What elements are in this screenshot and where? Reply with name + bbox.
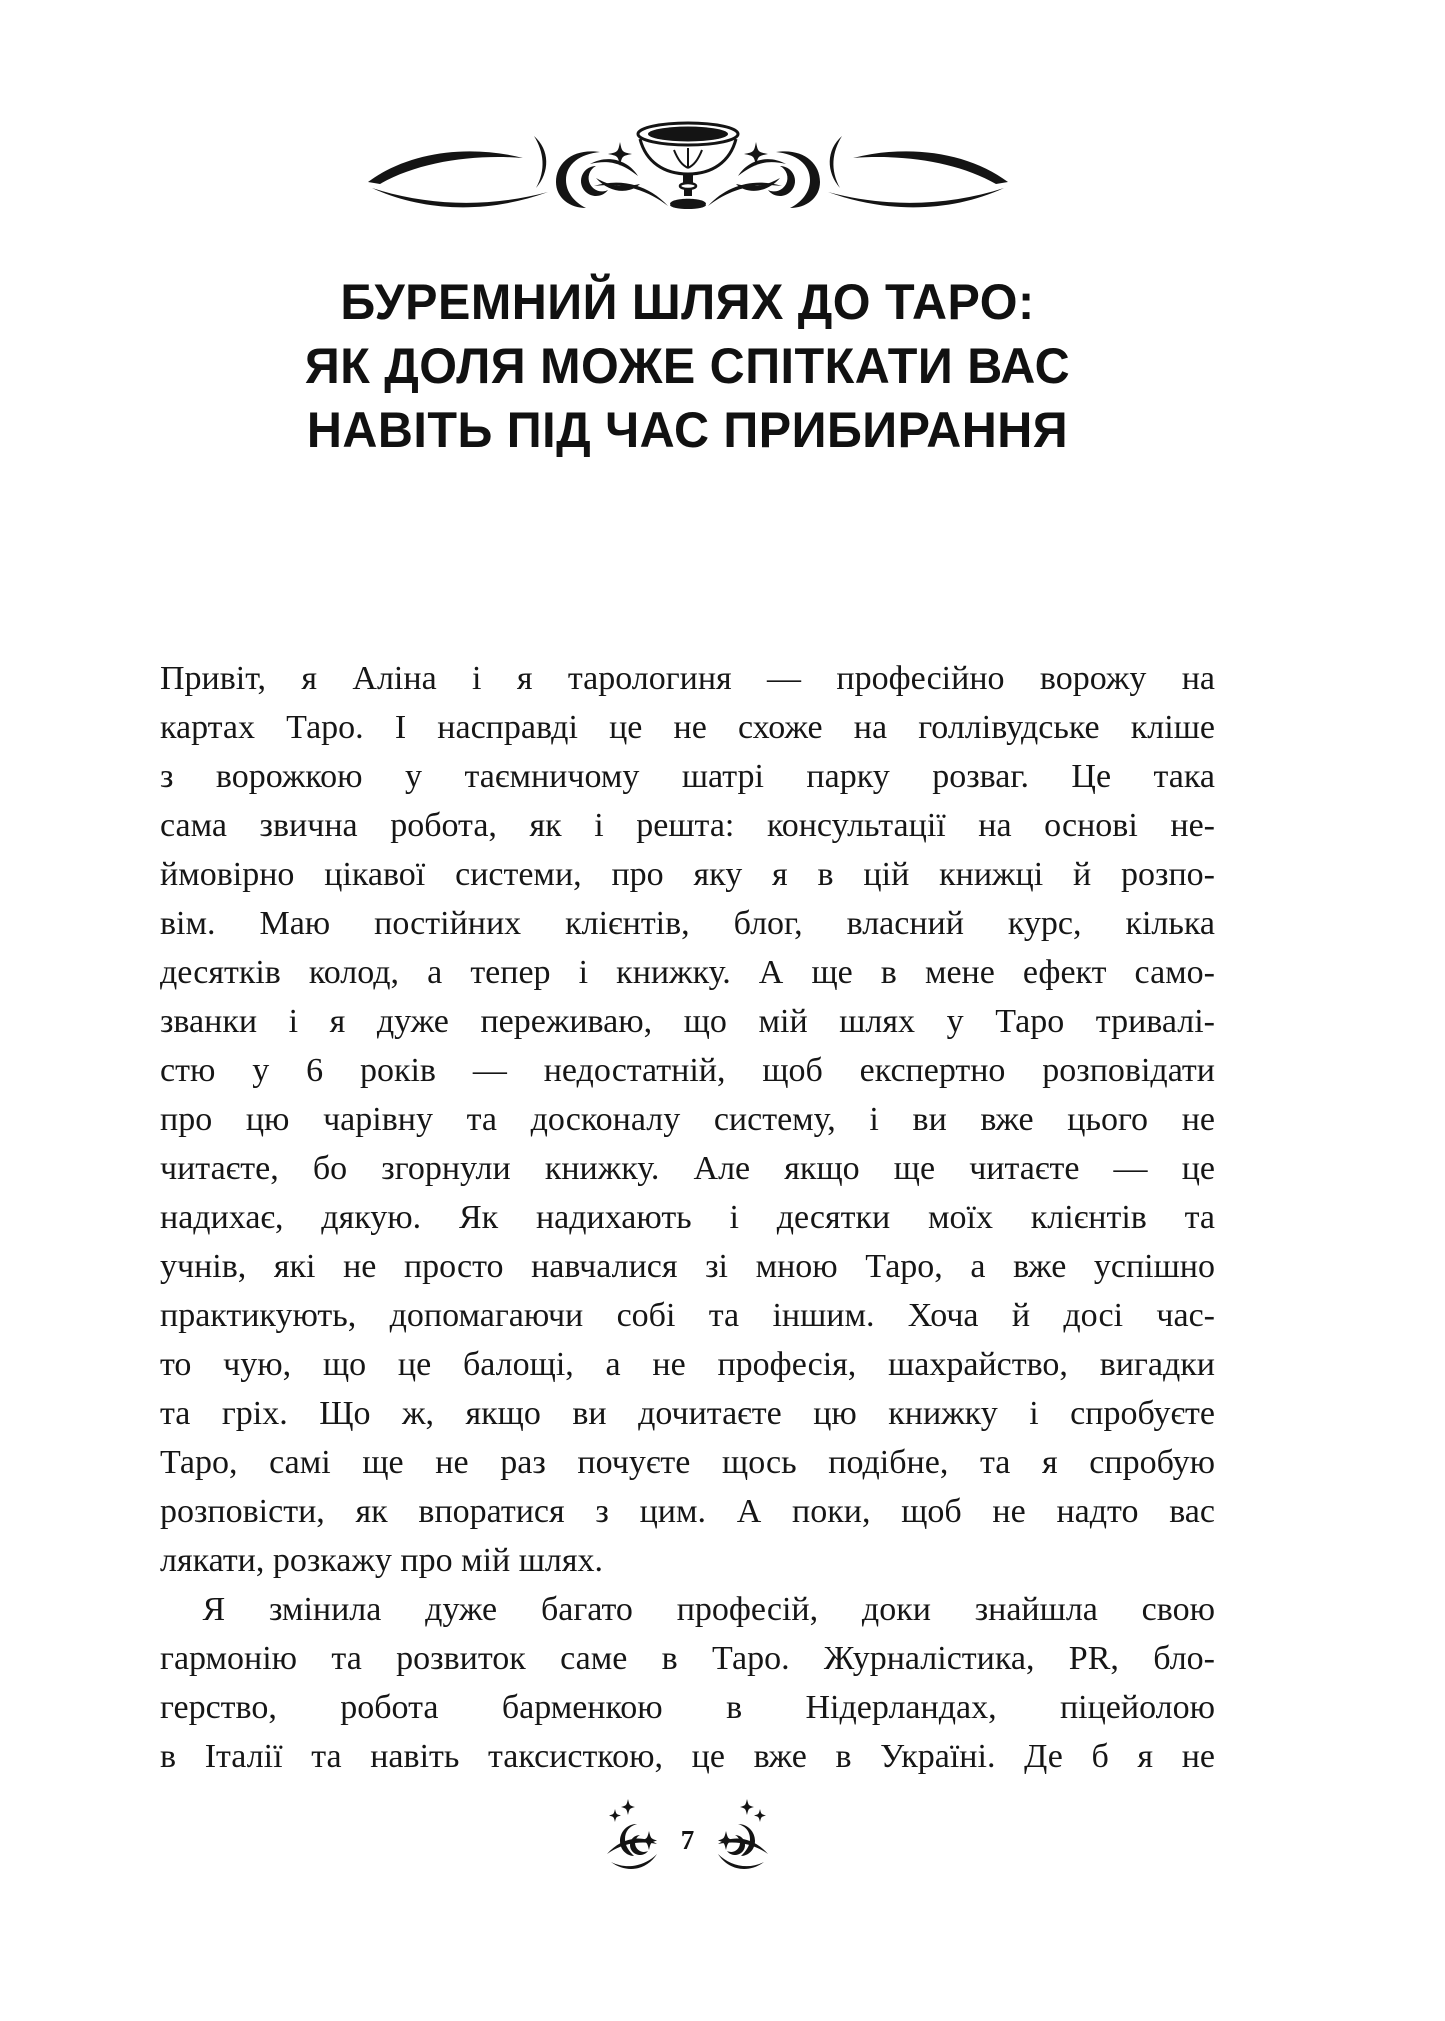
text-line: Я змінила дуже багато професій, доки знайшла свою <box>202 1591 1215 1628</box>
text-line: десятків колод, а тепер і книжку. А ще в мене ефект само- <box>160 954 1215 991</box>
text-line: то чую, що це балощі, а не професія, шахрайство, вигадки <box>160 1346 1215 1383</box>
text-line: читаєте, бо згорнули книжку. Але якщо ще читаєте — це <box>160 1150 1215 1187</box>
book-page <box>160 0 1215 1879</box>
text-line: та гріх. Що ж, якщо ви дочитаєте цю книжку і спробуєте <box>160 1395 1215 1432</box>
text-line: надихає, дякую. Як надихають і десятки моїх клієнтів та <box>160 1199 1215 1236</box>
text-line: в Італії та навіть таксисткою, це вже в Україні. Де б я не <box>160 1738 1215 1775</box>
text-line: лякати, розкажу про мій шлях. <box>160 1542 604 1579</box>
chapter-title <box>160 270 1215 462</box>
text-line: з ворожкою у таємничому шатрі парку розваг. Це така <box>160 758 1215 795</box>
text-line: сама звична робота, як і решта: консультації на основі не- <box>160 807 1215 844</box>
text-line: стю у 6 років — недостатній, щоб експертно розповідати <box>160 1052 1215 1089</box>
body-text <box>160 654 1215 1781</box>
text-line: практикують, допомагаючи собі та іншим. Хоча й досі час- <box>160 1297 1215 1334</box>
text-line: Таро, самі ще не раз почуєте щось подібне, та я спробую <box>160 1444 1215 1481</box>
chapter-title-line: НАВІТЬ ПІД ЧАС ПРИБИРАННЯ <box>306 402 1069 458</box>
text-line: гармонію та розвиток саме в Таро. Журналістика, PR, бло- <box>160 1640 1215 1677</box>
text-line: розповісти, як впоратися з цим. А поки, щоб не надто вас <box>160 1493 1215 1530</box>
text-line: картах Таро. І насправді це не схоже на голлівудське кліше <box>160 709 1215 746</box>
sparkle-swirl-icon <box>714 1798 772 1876</box>
text-line: про цю чарівну та досконалу систему, і ви вже цього не <box>160 1101 1215 1138</box>
page-footer <box>160 1795 1215 1879</box>
text-line: герство, робота барменкою в Нідерландах, піцейолою <box>160 1689 1215 1726</box>
page-number: 7 <box>680 1824 695 1855</box>
paragraph <box>160 1585 1215 1781</box>
text-line: званки і я дуже переживаю, що мій шлях у Таро тривалі- <box>160 1003 1215 1040</box>
text-line: учнів, які не просто навчалися зі мною Таро, а вже успішно <box>160 1248 1215 1285</box>
chalice-ornament-icon <box>338 118 1038 216</box>
text-line: Привіт, я Аліна і я тарологиня — професійно ворожу на <box>160 660 1215 697</box>
sparkle-swirl-icon <box>603 1798 661 1876</box>
chapter-title-line: БУРЕМНИЙ ШЛЯХ ДО ТАРО: <box>340 274 1035 330</box>
chapter-title-line: ЯК ДОЛЯ МОЖЕ СПІТКАТИ ВАС <box>304 338 1071 394</box>
text-line: вім. Маю постійних клієнтів, блог, власний курс, кілька <box>160 905 1215 942</box>
text-line: ймовірно цікавої системи, про яку я в цій книжці й розпо- <box>160 856 1215 893</box>
paragraph <box>160 654 1215 1585</box>
